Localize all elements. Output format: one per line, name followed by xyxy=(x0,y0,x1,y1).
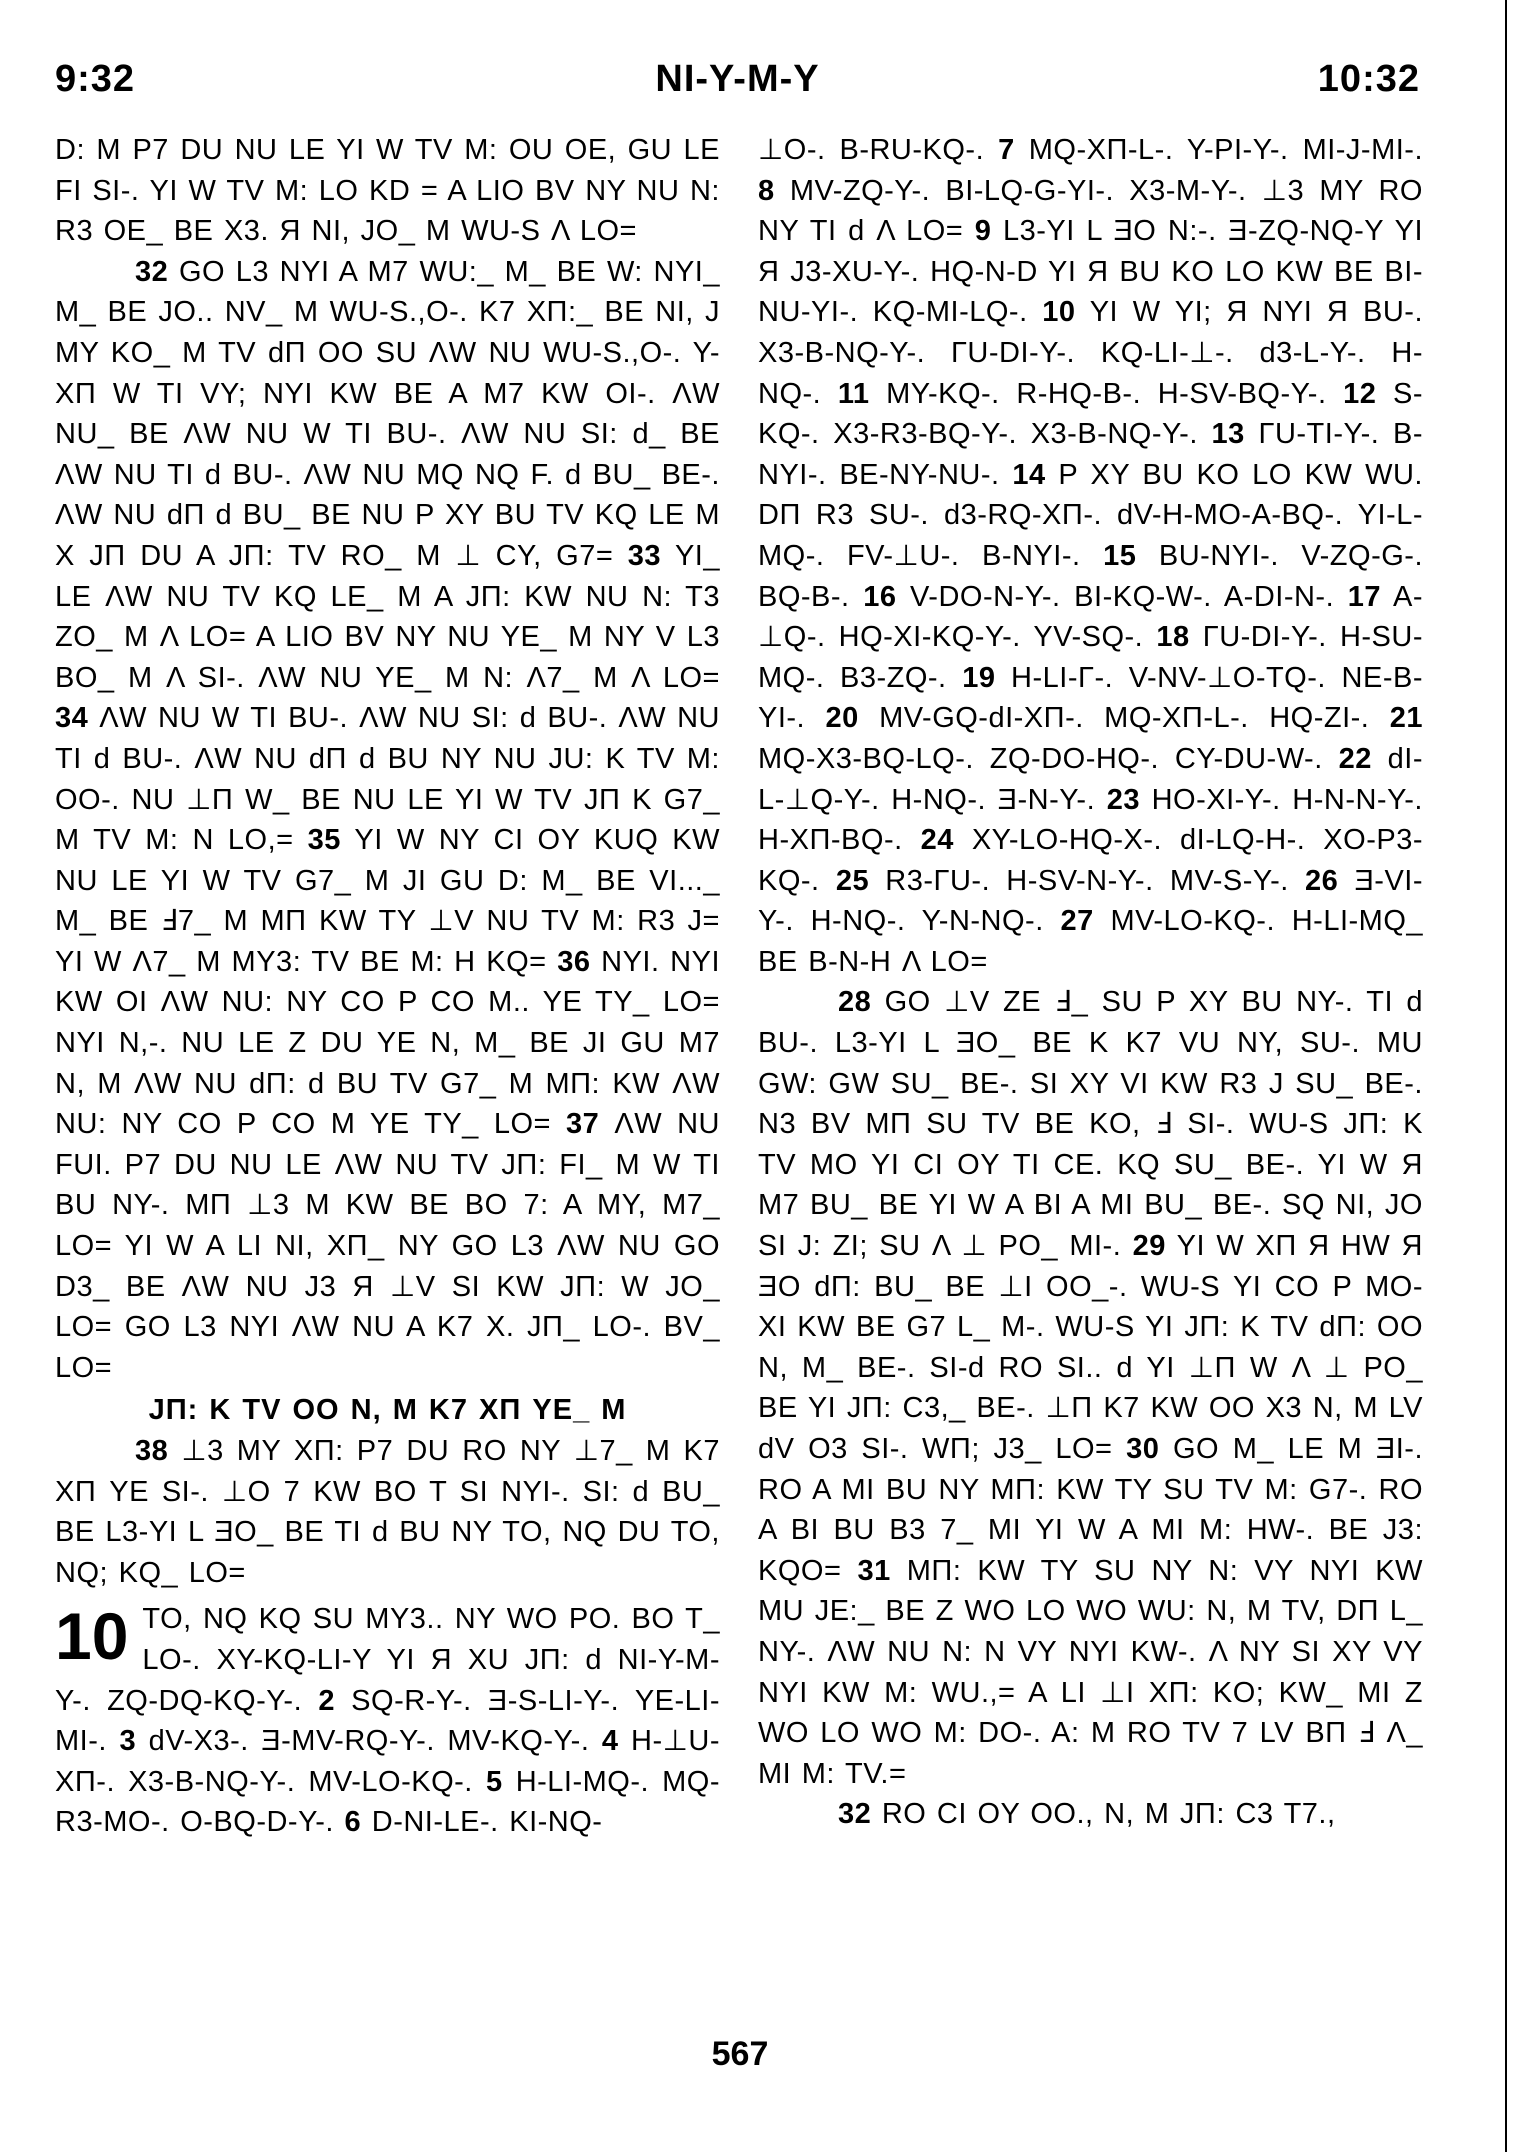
verse-text: ⊥3 MY XΠ: P7 DU RO NY ⊥7_ M K7 XΠ YE SI-. ⊥O 7 KW BO T SI NYI-. SI: d BU_ BE L3-YI L ƎO_ BE TI d BU NY TO, NQ DU TO, NQ; KQ_ LO= xyxy=(55,1435,720,1589)
verse-text: L3-YI L ƎO N:-. Ǝ-ZQ-NQ-Y YI Я J3-XU-Y-. HQ-N-D YI Я BU KO LO KW BE BI-NU-YI-. KQ-MI-LQ-. xyxy=(758,215,1423,329)
verse-text: Ǝ-VI-Y-. H-NQ-. Y-N-NQ-. xyxy=(758,864,1423,938)
verse-number: 21 xyxy=(1389,702,1423,735)
verse-text: MQ-X3-BQ-LQ-. ZQ-DO-HQ-. CY-DU-W-. xyxy=(758,742,1323,775)
verse-text: YI W XΠ Я HW Я ƎO dΠ: BU_ BE ⊥I OO_-. WU-S YI CO P MO-XI KW BE G7 L_ M-. WU-S YI JΠ: K TV dΠ: OO N, M_ BE-. SI-d RO SI.. d YI ⊥Π W Λ ⊥ PO_ BE YI JΠ: C3,_ BE-. ⊥Π K7 KW OO X3 N, M LV dV O3 SI-. WΠ; J3_ LO= xyxy=(758,1230,1423,1465)
verse-text: TO, NQ KQ SU MY3.. NY WO PO. BO T_ LO-. XY-KQ-LI-Y YI Я XU JΠ: d NI-Y-M-Y-. ZQ-DQ-KQ-Y-. xyxy=(55,1603,720,1717)
verse-text: H-LI-MQ-. MQ-R3-MO-. O-BQ-D-Y-. xyxy=(55,1765,720,1839)
paragraph xyxy=(758,1794,1423,1835)
verse-text: MY-KQ-. R-HQ-B-. H-SV-BQ-Y-. xyxy=(886,377,1327,410)
verse-text: MV-ZQ-Y-. BI-LQ-G-YI-. X3-M-Y-. ⊥3 MY RO NY TI d Λ LO= xyxy=(758,174,1423,248)
verse-text: ⊥O-. B-RU-KQ-. xyxy=(758,134,985,166)
verse-text: MV-LO-KQ-. H-LI-MQ_ BE B-N-H Λ LO= xyxy=(758,905,1423,978)
verse-number: 13 xyxy=(1211,418,1245,451)
left-column xyxy=(55,130,720,2010)
chapter-number: 10 xyxy=(55,1599,129,1674)
verse-number: 32 xyxy=(838,1798,872,1831)
paragraph xyxy=(55,130,720,252)
section-heading: JΠ: K TV OO N, M K7 XΠ YE_ M xyxy=(148,1394,627,1427)
page-number: 567 xyxy=(711,2035,769,2073)
page-header xyxy=(55,58,1420,118)
verse-text: A-⊥Q-. HQ-XI-KQ-Y-. YV-SQ-. xyxy=(758,580,1423,654)
verse-number: 8 xyxy=(758,174,775,207)
verse-number: 5 xyxy=(485,1765,503,1798)
verse-number: 4 xyxy=(601,1725,619,1758)
verse-text: R3-ΓU-. H-SV-N-Y-. MV-S-Y-. xyxy=(885,864,1289,897)
verse-text: GO ⊥V ZE Ⅎ_ SU P XY BU NY-. TI d BU-. L3-YI L ƎO_ BE K K7 VU NY, SU-. MU GW: GW SU_ BE-. SI XY VI KW R3 J SU_ BE-. N3 BV MΠ SU TV BE KO, Ⅎ SI-. WU-S JΠ: K TV MO YI CI OY TI CE. KQ SU_ BE-. YI W Я M7 BU_ BE YI W A BI A MI BU_ BE-. SQ NI, JO SI J: ZI; SU Λ ⊥ PO_ MI-. xyxy=(758,986,1423,1263)
verse-number: 32 xyxy=(135,255,169,288)
verse-number: 28 xyxy=(838,986,872,1019)
verse-text: H-⊥U-XΠ-. X3-B-NQ-Y-. MV-LO-KQ-. xyxy=(55,1725,720,1798)
verse-text: ΓU-TI-Y-. B-NYI-. BE-NY-NU-. xyxy=(758,418,1423,491)
verse-number: 26 xyxy=(1304,864,1339,897)
verse-number: 14 xyxy=(1012,458,1046,491)
verse-text: ΓU-DI-Y-. H-SU-MQ-. B3-ZQ-. xyxy=(758,621,1423,694)
verse-text: H-LI-Γ-. V-NV-⊥O-TQ-. NE-B-YI-. xyxy=(758,661,1423,735)
verse-number: 37 xyxy=(566,1108,600,1141)
verse-text: YI W YI; Я NYI Я BU-. X3-B-NQ-Y-. ΓU-DI-Y-. KQ-LI-⊥-. d3-L-Y-. H-NQ-. xyxy=(758,296,1423,410)
verse-text: MΠ: KW TY SU NY N: VY NYI KW MU JE:_ BE Z WO LO WO WU: N, M TV, DΠ L_ NY-. ΛW NU N: N VY NYI KW-. Λ NY SI XY VY NYI KW M: WU.,= A LI ⊥I XΠ: KO; KW_ MI Z WO LO WO M: DO-. A: M RO TV 7 LV BΠ Ⅎ Λ_ MI M: TV.= xyxy=(758,1554,1423,1790)
verse-text: V-DO-N-Y-. BI-KQ-W-. A-DI-N-. xyxy=(910,580,1335,613)
verse-number: 30 xyxy=(1126,1433,1160,1465)
verse-number: 11 xyxy=(837,377,870,410)
verse-text: GO L3 NYI A M7 WU:_ M_ BE W: NYI_ M_ BE JO.. NV_ M WU-S.,O-. K7 XΠ:_ BE NI, J MY KO_ M TV dΠ OO SU ΛW NU WU-S.,O-. Y-XΠ W TI VY; NYI KW BE A M7 KW OI-. ΛW NU_ BE ΛW NU W TI BU-. ΛW NU SI: d_ BE ΛW NU TI d BU-. ΛW NU MQ NQ F. d BU_ BE-. ΛW NU dΠ d BU_ BE NU P XY BU TV KQ LE M X JΠ DU A JΠ: TV RO_ M ⊥ CY, G7= xyxy=(55,255,720,572)
verse-number: 27 xyxy=(1060,905,1094,938)
verse-text: dV-X3-. Ǝ-MV-RQ-Y-. MV-KQ-Y-. xyxy=(148,1725,590,1758)
verse-number: 36 xyxy=(557,945,591,978)
verse-number: 2 xyxy=(318,1684,335,1717)
verse-text: S-KQ-. X3-R3-BQ-Y-. X3-B-NQ-Y-. xyxy=(758,377,1423,451)
paragraph xyxy=(758,982,1423,1794)
verse-number: 34 xyxy=(55,702,89,735)
verse-number: 6 xyxy=(344,1806,362,1839)
chapter-start xyxy=(55,1599,720,1843)
verse-text: P XY BU KO LO KW WU. DΠ R3 SU-. d3-RQ-XΠ-. dV-H-MO-A-BQ-. YI-L-MQ-. FV-⊥U-. B-NYI-. xyxy=(758,458,1423,572)
paragraph xyxy=(55,1431,720,1593)
verse-text: BU-NYI-. V-ZQ-G-. BQ-B-. xyxy=(758,539,1423,613)
verse-text: MQ-XΠ-L-. Y-PI-Y-. MI-J-MI-. xyxy=(1028,134,1423,166)
verse-number: 19 xyxy=(962,661,996,694)
verse-number: 15 xyxy=(1103,539,1137,572)
verse-number: 31 xyxy=(857,1554,891,1587)
header-book-title: NI-Y-M-Y xyxy=(655,58,820,100)
verse-number: 35 xyxy=(307,824,341,857)
verse-number: 18 xyxy=(1156,621,1190,654)
header-right-reference: 10:32 xyxy=(1317,58,1420,100)
verse-number: 29 xyxy=(1132,1230,1166,1263)
verse-text: ΛW NU FUI. P7 DU NU LE ΛW NU TV JΠ: FI_ M W TI BU NY-. MΠ ⊥3 M KW BE BO 7: A MY, M7_ LO= YI W A LI NI, XΠ_ NY GO L3 ΛW NU GO D3_ BE ΛW NU J3 Я ⊥V SI KW JΠ: W JO_ LO= GO L3 NYI ΛW NU A K7 X. JΠ_ LO-. BV_ LO= xyxy=(55,1108,720,1384)
binding-edge-line xyxy=(1505,0,1507,2152)
verse-number: 23 xyxy=(1106,783,1140,816)
verse-number: 24 xyxy=(920,824,954,857)
verse-number: 7 xyxy=(998,134,1015,166)
verse-number: 17 xyxy=(1347,580,1381,613)
verse-number: 25 xyxy=(835,864,870,897)
verse-number: 22 xyxy=(1338,742,1372,775)
verse-text: GO M_ LE M ƎI-. RO A MI BU NY MΠ: KW TY SU TV M: G7-. RO A BI BU B3 7_ MI YI W A MI M: HW-. BE J3: KQO= xyxy=(758,1433,1423,1587)
verse-number: 10 xyxy=(1042,296,1076,329)
right-column xyxy=(758,130,1423,2010)
verse-text: HO-XI-Y-. H-N-N-Y-. H-XΠ-BQ-. xyxy=(758,783,1423,857)
verse-text: D: M P7 DU NU LE YI W TV M: OU OE, GU LE FI SI-. YI W TV M: LO KD = A LIO BV NY NU N: R3 OE_ BE X3. Я NI, JO_ M WU-S Λ LO= xyxy=(55,134,720,248)
verse-text: XY-LO-HQ-X-. dI-LQ-H-. XO-P3-KQ-. xyxy=(758,824,1423,897)
verse-number: 16 xyxy=(863,580,897,613)
verse-number: 33 xyxy=(627,539,662,572)
header-left-reference: 9:32 xyxy=(55,58,136,100)
paragraph xyxy=(55,252,720,1389)
verse-text: YI W NY CI OY KUQ KW NU LE YI W TV G7_ M JI GU D: M_ BE VI..._ M_ BE Ⅎ7_ M MΠ KW TY ⊥V NU TV M: R3 J= YI W Λ7_ M MY3: TV BE M: H KQ= xyxy=(55,824,720,978)
verse-number: 20 xyxy=(825,702,859,735)
verse-text: MV-GQ-dI-XΠ-. MQ-XΠ-L-. HQ-ZI-. xyxy=(879,702,1370,735)
verse-text: dI-L-⊥Q-Y-. H-NQ-. Ǝ-N-Y-. xyxy=(758,742,1423,816)
paragraph xyxy=(55,1599,720,1843)
verse-text: SQ-R-Y-. Ǝ-S-LI-Y-. YE-LI-MI-. xyxy=(55,1684,720,1758)
verse-number: 9 xyxy=(974,215,992,248)
verse-number: 3 xyxy=(119,1725,137,1758)
verse-text: ΛW NU W TI BU-. ΛW NU SI: d BU-. ΛW NU TI d BU-. ΛW NU dΠ d BU NY NU JU: K TV M: OO-. NU ⊥Π W_ BE NU LE YI W TV JΠ K G7_ M TV M: N LO,= xyxy=(55,702,720,857)
verse-text: NYI. NYI KW OI ΛW NU: NY CO P CO M.. YE TY_ LO= NYI N,-. NU LE Z DU YE N, M_ BE JI GU M7 N, M ΛW NU dΠ: d BU TV G7_ M MΠ: KW ΛW NU: NY CO P CO M YE TY_ LO= xyxy=(55,945,720,1141)
verse-text: YI_ LE ΛW NU TV KQ LE_ M A JΠ: KW NU N: T3 ZO_ M Λ LO= A LIO BV NY NU YE_ M NY V L3 BO_ M Λ SI-. ΛW NU YE_ M N: Λ7_ M Λ LO= xyxy=(55,539,720,694)
verse-text: RO CI OY OO., N, M JΠ: C3 T7., xyxy=(881,1798,1336,1831)
paragraph xyxy=(758,130,1423,982)
verse-number: 12 xyxy=(1343,377,1377,410)
verse-text: D-NI-LE-. KI-NQ- xyxy=(371,1806,603,1839)
verse-number: 38 xyxy=(135,1435,169,1467)
